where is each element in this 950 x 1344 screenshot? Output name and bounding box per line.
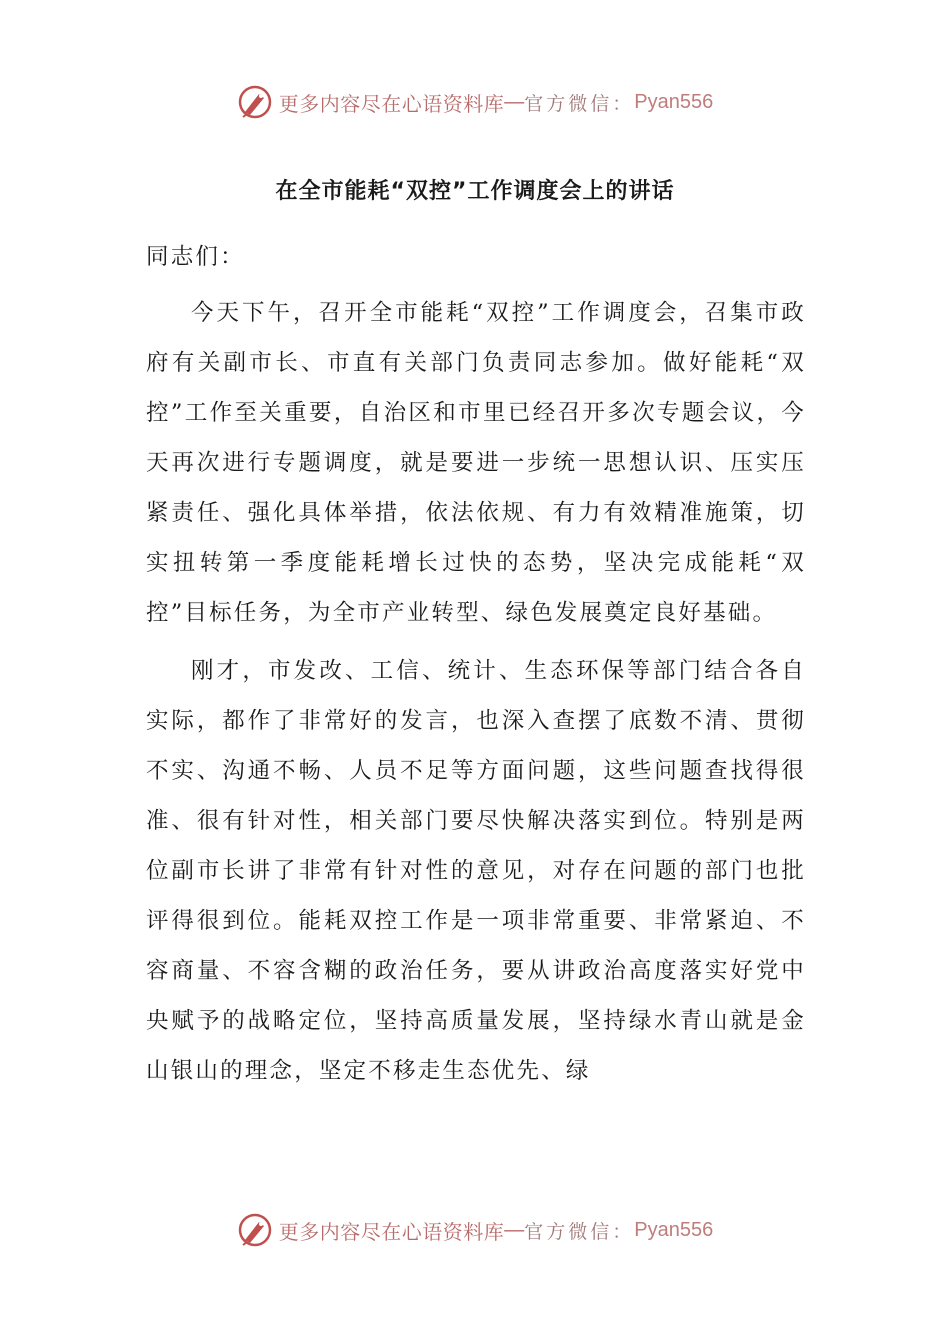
banner-separator: — — [504, 1218, 525, 1241]
paragraph: 刚才，市发改、工信、统计、生态环保等部门结合各自实际，都作了非常好的发言，也深入查摆了底数不清、贯彻不实、沟通不畅、人员不足等方面问题，这些问题查找得很准、很有针对性，相关部门要尽快解决落实到位。特别是两位副市长讲了非常有针对性的意见，对存在问题的部门也批评得很到位。能耗双控工作是一项非常重要、非常紧迫、不容商量、不容含糊的政治任务，要从讲政治高度落实好党中央赋予的战略定位，坚持高质量发展，坚持绿水青山就是金山银山的理念，坚定不移走生态优先、绿 — [146, 658, 806, 1084]
banner-wechat-id: Pyan556 — [634, 90, 714, 113]
paragraph: 今天下午，召开全市能耗“双控”工作调度会，召集市政府有关副市长、市直有关部门负责同志参加。做好能耗“双控”工作至关重要，自治区和市里已经召开多次专题会议，今天再次进行专题调度，就是要进一步统一思想认识、压实压紧责任、强化具体举措，依法依规、有力有效精准施策，切实扭转第一季度能耗增长过快的态势，坚决完成能耗“双控”目标任务，为全市产业转型、绿色发展奠定良好基础。 — [146, 300, 806, 626]
banner-wechat-label: 官方微信： — [524, 1220, 635, 1243]
pen-nib-logo-icon — [237, 1212, 273, 1248]
salutation: 同志们： — [146, 244, 245, 270]
banner-text: 更多内容尽在心语资料库 — [278, 91, 505, 116]
document-body — [146, 232, 806, 1104]
document-title: 在全市能耗“双控”工作调度会上的讲话 — [275, 179, 675, 204]
banner-wechat-id: Pyan556 — [634, 1218, 714, 1241]
pen-nib-logo-icon — [237, 84, 273, 120]
header-banner — [0, 82, 950, 122]
footer-banner — [0, 1210, 950, 1250]
banner-separator: — — [504, 90, 525, 113]
banner-text: 更多内容尽在心语资料库 — [278, 1219, 505, 1244]
banner-wechat-label: 官方微信： — [524, 92, 635, 115]
